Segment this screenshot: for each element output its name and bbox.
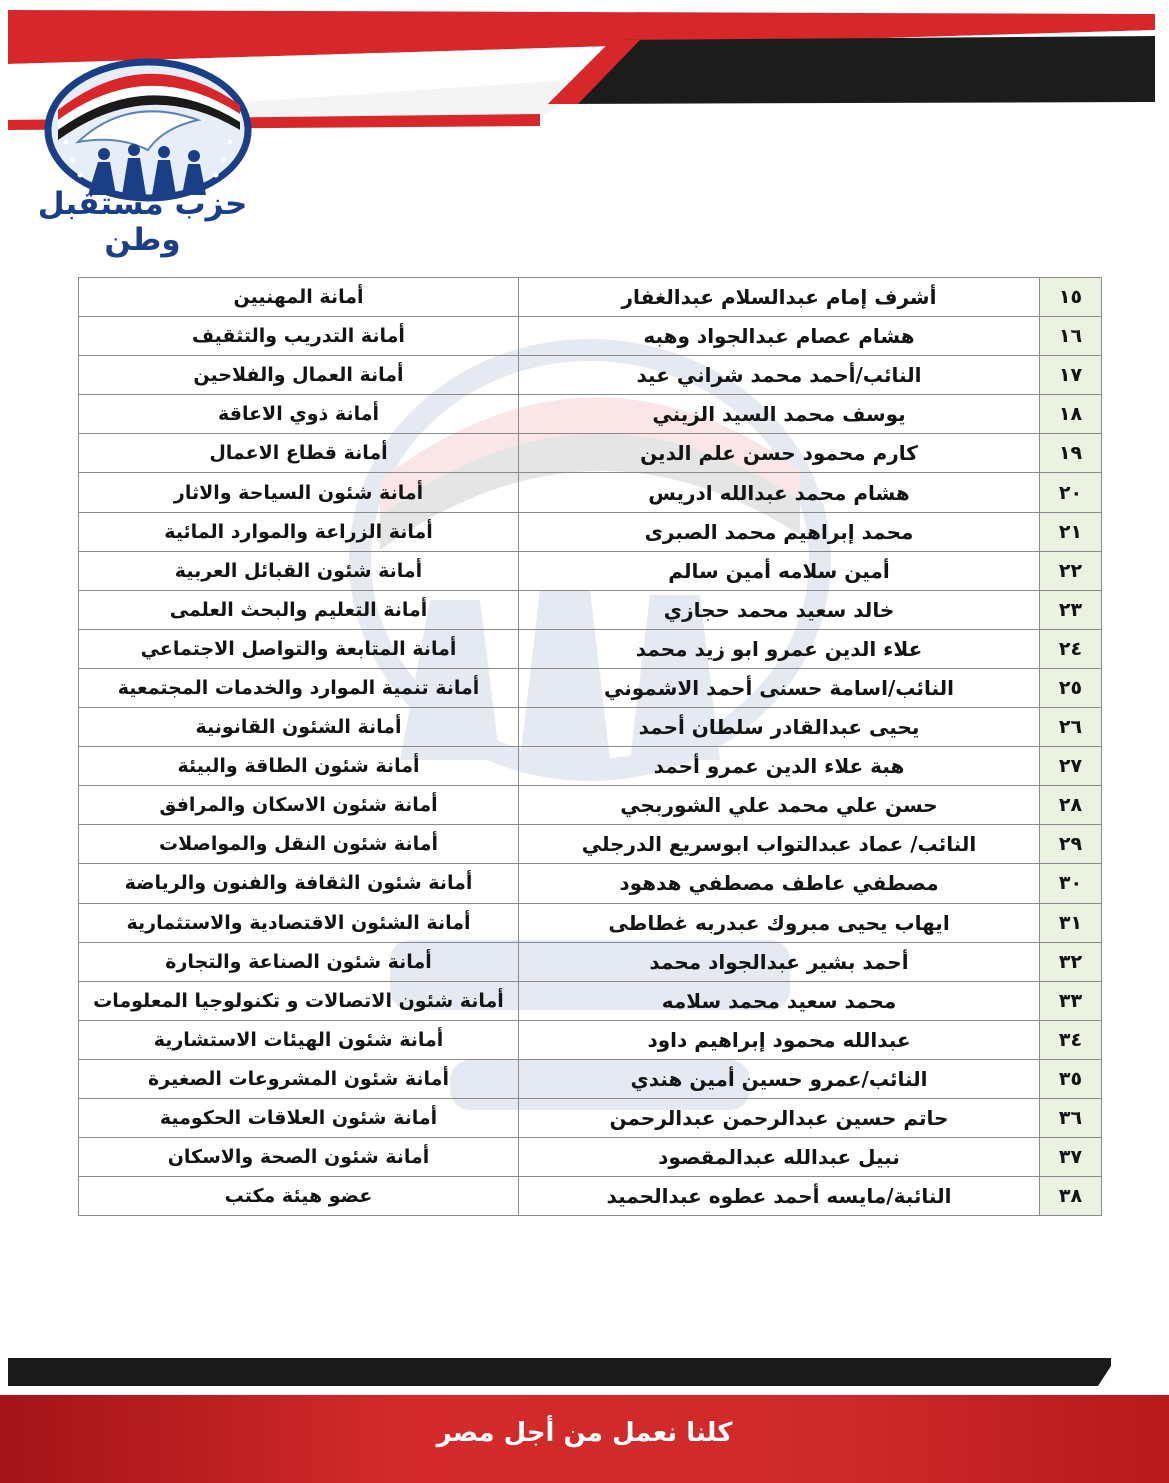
row-number: ١٨	[1040, 395, 1102, 434]
row-number: ٣٥	[1040, 1059, 1102, 1098]
logo-text: حزب مستقبل وطن	[37, 186, 248, 258]
table-row	[79, 747, 1102, 786]
member-name: يحيى عبدالقادر سلطان أحمد	[519, 708, 1040, 747]
table-row	[79, 629, 1102, 668]
secretariat-role: أمانة التعليم والبحث العلمى	[79, 590, 519, 629]
table-row	[79, 278, 1102, 317]
secretariat-role: أمانة شئون الاسكان والمرافق	[79, 786, 519, 825]
secretariat-role: أمانة الزراعة والموارد المائية	[79, 512, 519, 551]
row-number: ٣٤	[1040, 1020, 1102, 1059]
member-name: حاتم حسين عبدالرحمن عبدالرحمن	[519, 1098, 1040, 1137]
table-row	[79, 942, 1102, 981]
secretariat-role: أمانة شئون الصناعة والتجارة	[79, 942, 519, 981]
table-row	[79, 356, 1102, 395]
secretariat-role: أمانة شئون الثقافة والفنون والرياضة	[79, 864, 519, 903]
member-name: النائب/ عماد عبدالتواب ابوسريع الدرجلي	[519, 825, 1040, 864]
secretariat-role: أمانة شئون العلاقات الحكومية	[79, 1098, 519, 1137]
table-row	[79, 395, 1102, 434]
row-number: ٣٠	[1040, 864, 1102, 903]
row-number: ٣٦	[1040, 1098, 1102, 1137]
member-name: النائب/اسامة حسنى أحمد الاشموني	[519, 668, 1040, 707]
secretariat-role: عضو هيئة مكتب	[79, 1177, 519, 1216]
table-row	[79, 786, 1102, 825]
row-number: ٢٢	[1040, 551, 1102, 590]
member-name: أشرف إمام عبدالسلام عبدالغفار	[519, 278, 1040, 317]
secretariat-role: أمانة شئون الطاقة والبيئة	[79, 747, 519, 786]
member-name: النائب/أحمد محمد شراني عيد	[519, 356, 1040, 395]
footer-slogan: كلنا نعمل من أجل مصر	[436, 1418, 733, 1448]
member-name: محمد إبراهيم محمد الصبرى	[519, 512, 1040, 551]
member-name: أمين سلامه أمين سالم	[519, 551, 1040, 590]
secretariat-role: أمانة شئون المشروعات الصغيرة	[79, 1059, 519, 1098]
member-name: خالد سعيد محمد حجازي	[519, 590, 1040, 629]
secretariat-role: أمانة المتابعة والتواصل الاجتماعي	[79, 629, 519, 668]
roster-table	[78, 277, 1102, 1216]
row-number: ٢٥	[1040, 668, 1102, 707]
row-number: ٣٣	[1040, 981, 1102, 1020]
secretariat-role: أمانة المهنيين	[79, 278, 519, 317]
secretariat-role: أمانة الشئون الاقتصادية والاستثمارية	[79, 903, 519, 942]
member-name: هبة علاء الدين عمرو أحمد	[519, 747, 1040, 786]
member-name: علاء الدين عمرو ابو زيد محمد	[519, 629, 1040, 668]
table-row	[79, 903, 1102, 942]
table-row	[79, 825, 1102, 864]
row-number: ٣١	[1040, 903, 1102, 942]
member-name: ايهاب يحيى مبروك عبدربه غطاطى	[519, 903, 1040, 942]
member-name: حسن علي محمد علي الشوربجي	[519, 786, 1040, 825]
row-number: ٢٤	[1040, 629, 1102, 668]
table-row	[79, 473, 1102, 512]
row-number: ٢٠	[1040, 473, 1102, 512]
table-row	[79, 551, 1102, 590]
row-number: ٣٨	[1040, 1177, 1102, 1216]
page-title: الأمانة العامة	[836, 60, 994, 89]
row-number: ١٧	[1040, 356, 1102, 395]
member-name: النائب/عمرو حسين أمين هندي	[519, 1059, 1040, 1098]
row-number: ٢٦	[1040, 708, 1102, 747]
row-number: ١٥	[1040, 278, 1102, 317]
member-name: نبيل عبدالله عبدالمقصود	[519, 1138, 1040, 1177]
table-row	[79, 864, 1102, 903]
secretariat-role: أمانة شئون السياحة والاثار	[79, 473, 519, 512]
table-row	[79, 512, 1102, 551]
secretariat-role: أمانة العمال والفلاحين	[79, 356, 519, 395]
secretariat-role: أمانة ذوي الاعاقة	[79, 395, 519, 434]
secretariat-role: أمانة شئون الاتصالات و تكنولوجيا المعلومات	[79, 981, 519, 1020]
secretariat-role: أمانة تنمية الموارد والخدمات المجتمعية	[79, 668, 519, 707]
table-row	[79, 1020, 1102, 1059]
table-row	[79, 708, 1102, 747]
table-row	[79, 668, 1102, 707]
secretariat-role: أمانة الشئون القانونية	[79, 708, 519, 747]
member-name: يوسف محمد السيد الزيني	[519, 395, 1040, 434]
row-number: ٢١	[1040, 512, 1102, 551]
row-number: ١٩	[1040, 434, 1102, 473]
row-number: ٣٢	[1040, 942, 1102, 981]
table-row	[79, 1098, 1102, 1137]
bottom-divider	[8, 1358, 1111, 1386]
row-number: ٢٣	[1040, 590, 1102, 629]
table-row	[79, 434, 1102, 473]
secretariat-role: أمانة شئون الصحة والاسكان	[79, 1138, 519, 1177]
member-name: هشام محمد عبدالله ادريس	[519, 473, 1040, 512]
secretariat-role: أمانة التدريب والتثقيف	[79, 317, 519, 356]
row-number: ١٦	[1040, 317, 1102, 356]
member-name: أحمد بشير عبدالجواد محمد	[519, 942, 1040, 981]
secretariat-role: أمانة شئون القبائل العربية	[79, 551, 519, 590]
row-number: ٢٧	[1040, 747, 1102, 786]
table-row	[79, 1059, 1102, 1098]
member-name: كارم محمود حسن علم الدين	[519, 434, 1040, 473]
secretariat-role: أمانة شئون النقل والمواصلات	[79, 825, 519, 864]
member-name: هشام عصام عبدالجواد وهبه	[519, 317, 1040, 356]
secretariat-role: أمانة شئون الهيئات الاستشارية	[79, 1020, 519, 1059]
table-row	[79, 1177, 1102, 1216]
row-number: ٢٨	[1040, 786, 1102, 825]
member-name: عبدالله محمود إبراهيم داود	[519, 1020, 1040, 1059]
secretariat-role: أمانة قطاع الاعمال	[79, 434, 519, 473]
member-name: محمد سعيد محمد سلامه	[519, 981, 1040, 1020]
table-row	[79, 981, 1102, 1020]
row-number: ٣٧	[1040, 1138, 1102, 1177]
table-row	[79, 1138, 1102, 1177]
table-row	[79, 317, 1102, 356]
row-number: ٢٩	[1040, 825, 1102, 864]
member-name: النائبة/مايسه أحمد عطوه عبدالحميد	[519, 1177, 1040, 1216]
member-name: مصطفي عاطف مصطفي هدهود	[519, 864, 1040, 903]
table-row	[79, 590, 1102, 629]
